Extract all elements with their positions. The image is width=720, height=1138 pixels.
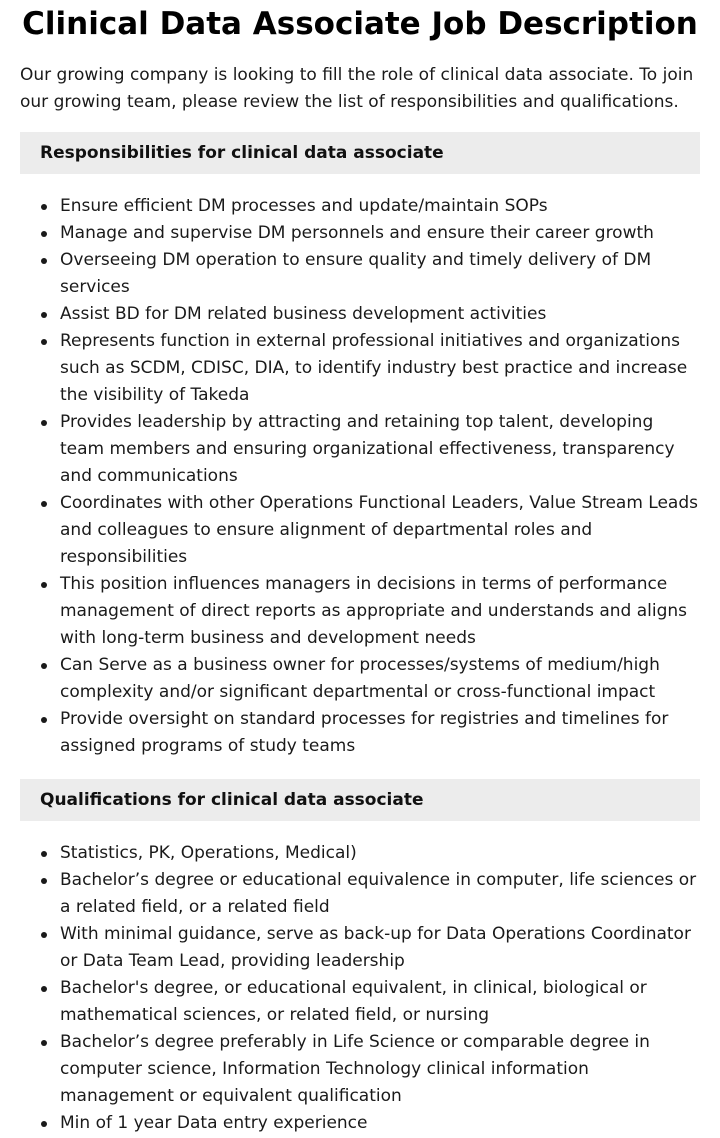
bullet-icon [41,663,47,669]
list-item [60,220,700,247]
list-item [60,706,700,760]
list-item [60,1029,700,1110]
list-item-text: Can Serve as a business owner for processes/systems of medium/high complexity and/or significant departmental or cross-functional impact [60,655,660,702]
responsibilities-list [20,193,700,760]
responsibilities-heading: Responsibilities for clinical data associate [20,132,700,174]
list-item-text: Bachelor’s degree preferably in Life Science or comparable degree in computer science, Information Technology clinical information management or equivalent qualification [60,1032,650,1106]
list-item-text: Bachelor’s degree or educational equivalence in computer, life sciences or a related field, or a related field [60,870,697,917]
intro-paragraph: Our growing company is looking to fill the role of clinical data associate. To join our growing team, please review the list of responsibilities and qualifications. [20,65,694,112]
list-item-text: Statistics, PK, Operations, Medical) [60,843,357,863]
bullet-icon [41,851,47,857]
bullet-icon [41,878,47,884]
bullet-icon [41,582,47,588]
list-item [60,301,700,328]
bullet-icon [41,986,47,992]
list-item [60,867,700,921]
list-item [60,1110,700,1137]
bullet-icon [41,932,47,938]
page-title: Clinical Data Associate Job Description [22,6,698,42]
list-item-text: Ensure efficient DM processes and update/maintain SOPs [60,196,548,216]
list-item-text: Bachelor's degree, or educational equivalent, in clinical, biological or mathematical sciences, or related field, or nursing [60,978,647,1025]
list-item [60,921,700,975]
bullet-icon [41,339,47,345]
list-item-text: Overseeing DM operation to ensure quality and timely delivery of DM services [60,250,652,297]
bullet-icon [41,717,47,723]
qualifications-list [20,840,700,1137]
list-item [60,193,700,220]
list-item [60,571,700,652]
bullet-icon [41,501,47,507]
bullet-icon [41,1040,47,1046]
list-item [60,840,700,867]
bullet-icon [41,312,47,318]
list-item-text: Min of 1 year Data entry experience [60,1113,368,1133]
bullet-icon [41,1121,47,1127]
list-item [60,652,700,706]
bullet-icon [41,204,47,210]
list-item-text: Provide oversight on standard processes for registries and timelines for assigned programs of study teams [60,709,669,756]
list-item [60,490,700,571]
list-item-text: This position influences managers in decisions in terms of performance management of direct reports as appropriate and understands and aligns with long-term business and development needs [60,574,688,648]
list-item [60,975,700,1029]
list-item [60,328,700,409]
list-item-text: With minimal guidance, serve as back-up for Data Operations Coordinator or Data Team Lead, providing leadership [60,924,691,971]
list-item-text: Coordinates with other Operations Functional Leaders, Value Stream Leads and colleagues to ensure alignment of departmental roles and responsibilities [60,493,698,567]
list-item-text: Represents function in external professional initiatives and organizations such as SCDM, CDISC, DIA, to identify industry best practice and increase the visibility of Takeda [60,331,688,405]
list-item [60,409,700,490]
list-item [60,247,700,301]
bullet-icon [41,258,47,264]
list-item-text: Assist BD for DM related business development activities [60,304,547,324]
bullet-icon [41,420,47,426]
qualifications-heading: Qualifications for clinical data associate [20,779,700,821]
bullet-icon [41,231,47,237]
list-item-text: Provides leadership by attracting and retaining top talent, developing team members and ensuring organizational effectiveness, transparency and communications [60,412,675,486]
list-item-text: Manage and supervise DM personnels and ensure their career growth [60,223,654,243]
